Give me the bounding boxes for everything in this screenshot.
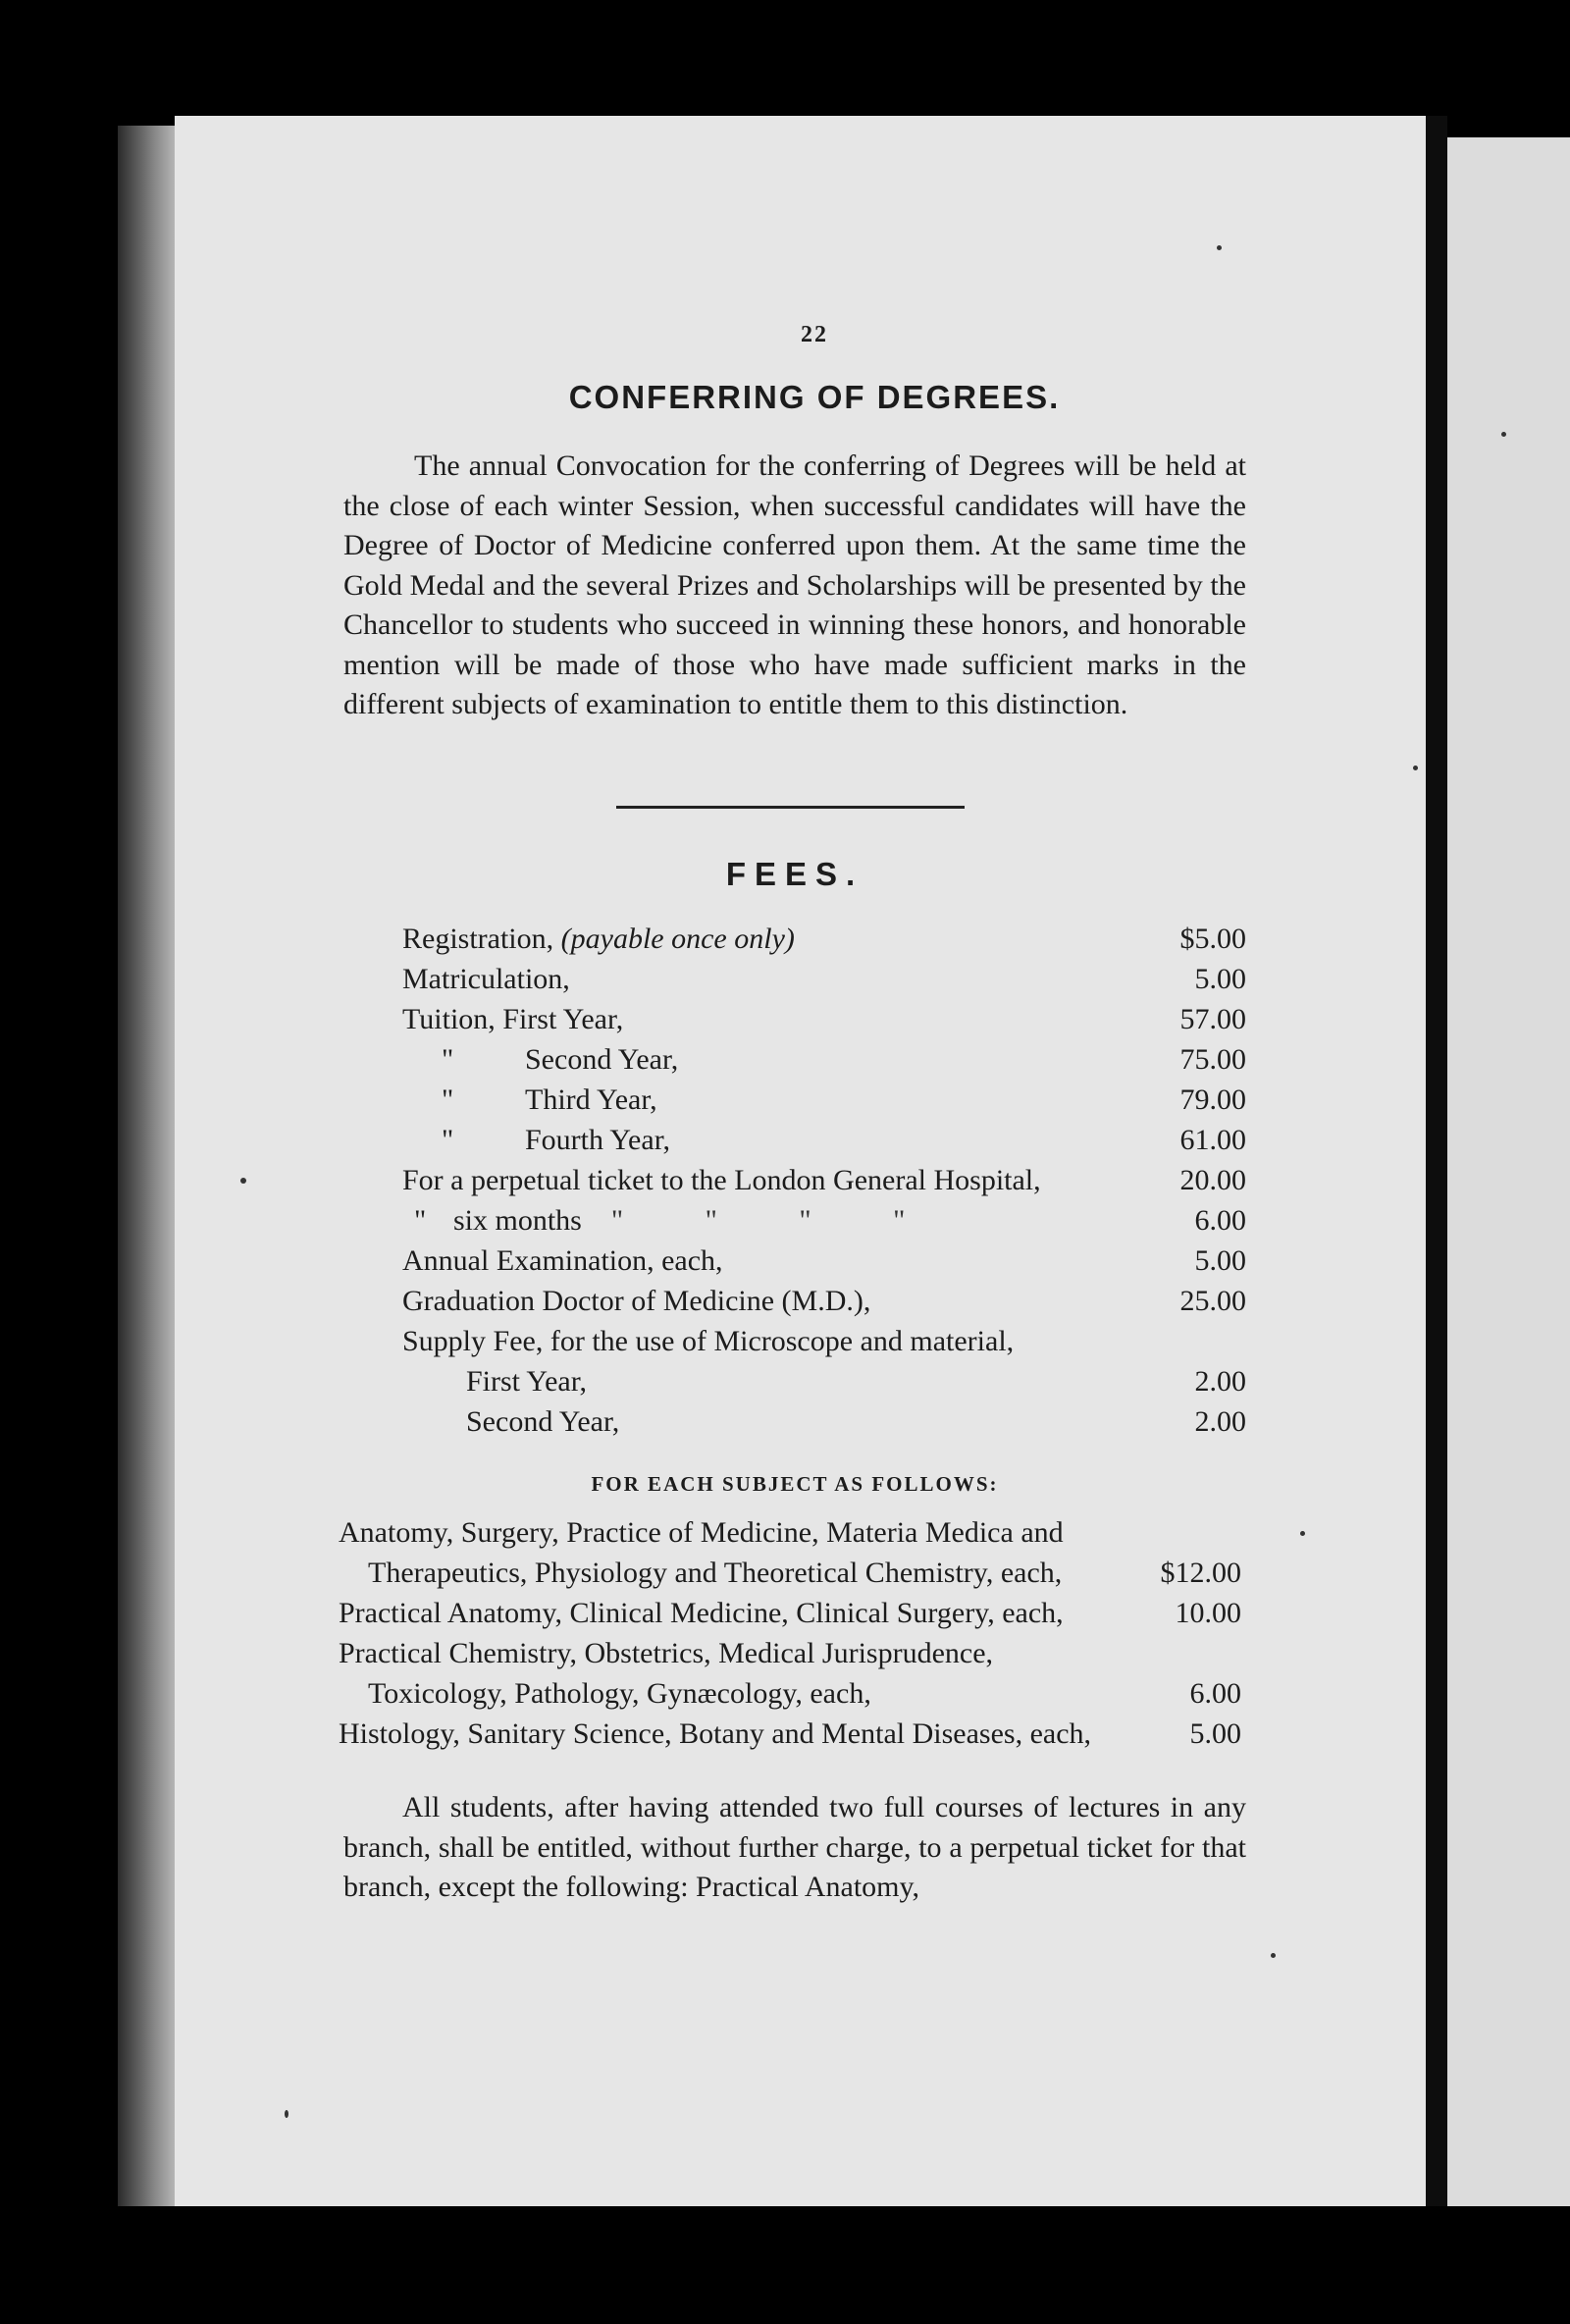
fee-amount: 5.00 — [1194, 1244, 1246, 1277]
fee-row-tuition-third — [402, 1083, 1246, 1124]
subject-row — [339, 1637, 1241, 1677]
fee-label: Graduation Doctor of Medicine (M.D.), — [402, 1285, 871, 1317]
fee-label: For a perpetual ticket to the London General Hospital, — [402, 1164, 1041, 1196]
fee-amount: 2.00 — [1194, 1405, 1246, 1438]
fees-title: FEES. — [725, 856, 864, 892]
fee-label: six months — [453, 1204, 582, 1237]
closing-paragraph — [343, 1788, 1246, 1908]
fee-row-supply-first — [402, 1365, 1246, 1405]
fee-label: First Year, — [466, 1365, 587, 1398]
fees-table — [402, 923, 1246, 1446]
fee-label: Second Year, — [525, 1043, 679, 1076]
fee-row-tuition-fourth — [402, 1124, 1246, 1164]
fee-row-perpetual-ticket — [402, 1164, 1246, 1204]
fee-label: Matriculation, — [402, 963, 570, 995]
fee-amount: 2.00 — [1194, 1365, 1246, 1398]
fee-amount: $5.00 — [1179, 923, 1246, 955]
ditto-mark: " — [442, 1043, 454, 1076]
fee-label-registration: Registration, — [402, 923, 561, 955]
subject-label: Therapeutics, Physiology and Theoretical Chemistry, each, — [368, 1557, 1063, 1589]
ditto-mark: " — [442, 1124, 454, 1156]
fee-label: Second Year, — [466, 1405, 620, 1438]
section-divider — [616, 806, 965, 809]
fee-label: Annual Examination, each, — [402, 1244, 723, 1277]
conferring-title: CONFERRING OF DEGREES. — [568, 379, 1061, 415]
subject-amount: $12.00 — [1160, 1557, 1241, 1589]
closing-paragraph-text: All students, after having attended two full courses of lectures in any branch, shall be entitled, without further charge, to a perpetual ticket for that branch, except the following: Practical Anatomy, — [343, 1791, 1246, 1903]
facing-page-strip — [1447, 137, 1570, 2297]
subject-row — [339, 1516, 1241, 1557]
fee-row-supply-second — [402, 1405, 1246, 1446]
subjects-heading: FOR EACH SUBJECT AS FOLLOWS: — [591, 1472, 999, 1496]
fee-amount: 25.00 — [1179, 1285, 1246, 1317]
fee-row-registration — [402, 923, 1246, 963]
fee-row-matriculation — [402, 963, 1246, 1003]
fee-amount: 79.00 — [1179, 1083, 1246, 1116]
fee-label: Tuition, First Year, — [402, 1003, 624, 1035]
subject-amount: 6.00 — [1189, 1677, 1241, 1710]
fee-label: Fourth Year, — [525, 1124, 670, 1156]
fee-row-six-months — [402, 1204, 1246, 1244]
fee-note-registration: (payable once only) — [560, 923, 795, 955]
subject-label: Practical Chemistry, Obstetrics, Medical Jurisprudence, — [339, 1637, 994, 1669]
subject-amount: 5.00 — [1189, 1717, 1241, 1750]
scan-speck — [1271, 1953, 1276, 1958]
fee-amount: 6.00 — [1194, 1204, 1246, 1237]
fee-row-graduation — [402, 1285, 1246, 1325]
scan-speck — [1413, 766, 1418, 770]
scan-speck — [1300, 1531, 1305, 1536]
conferring-paragraph-text: The annual Convocation for the conferring of Degrees will be held at the close of each winter Session, when successful candidates will have the Degree of Doctor of Medicine conferred upon them. At the same time the Gold Medal and the several Prizes and Scholarships will be presented by the Chancellor to students who succeed in winning these honors, and honorable mention will be made of those who have made sufficient marks in the different subjects of examination to entitle them to this distinction. — [343, 449, 1246, 720]
fee-row-supply-fee — [402, 1325, 1246, 1365]
page-number: 22 — [801, 322, 828, 347]
subject-row — [339, 1677, 1241, 1717]
subject-row — [339, 1717, 1241, 1758]
ditto-mark: " — [414, 1204, 427, 1237]
subject-row — [339, 1557, 1241, 1597]
fee-label: Third Year, — [525, 1083, 657, 1116]
fee-amount: 5.00 — [1194, 963, 1246, 995]
subject-label: Practical Anatomy, Clinical Medicine, Clinical Surgery, each, — [339, 1597, 1064, 1629]
page-edge — [1426, 116, 1447, 2206]
subject-label: Toxicology, Pathology, Gynæcology, each, — [368, 1677, 871, 1710]
fee-amount: 20.00 — [1179, 1164, 1246, 1196]
conferring-paragraph — [343, 447, 1246, 725]
fee-row-tuition-first — [402, 1003, 1246, 1043]
fee-amount: 61.00 — [1179, 1124, 1246, 1156]
scan-background — [147, 2206, 1570, 2324]
scan-speck — [240, 1178, 246, 1184]
subject-label: Histology, Sanitary Science, Botany and Mental Diseases, each, — [339, 1717, 1092, 1750]
fee-amount: 57.00 — [1179, 1003, 1246, 1035]
ditto-mark: " — [442, 1083, 454, 1116]
fee-amount: 75.00 — [1179, 1043, 1246, 1076]
scan-speck — [1217, 245, 1222, 250]
subject-amount: 10.00 — [1175, 1597, 1241, 1629]
fee-row-tuition-second — [402, 1043, 1246, 1083]
fee-label: Supply Fee, for the use of Microscope and material, — [402, 1325, 1015, 1357]
subject-row — [339, 1597, 1241, 1637]
scan-speck — [1501, 432, 1506, 437]
subjects-table — [339, 1516, 1241, 1758]
scan-speck — [285, 2110, 288, 2118]
subject-label: Anatomy, Surgery, Practice of Medicine, Materia Medica and — [339, 1516, 1064, 1549]
fee-row-annual-exam — [402, 1244, 1246, 1285]
ditto-leader: " " " " — [610, 1204, 943, 1237]
